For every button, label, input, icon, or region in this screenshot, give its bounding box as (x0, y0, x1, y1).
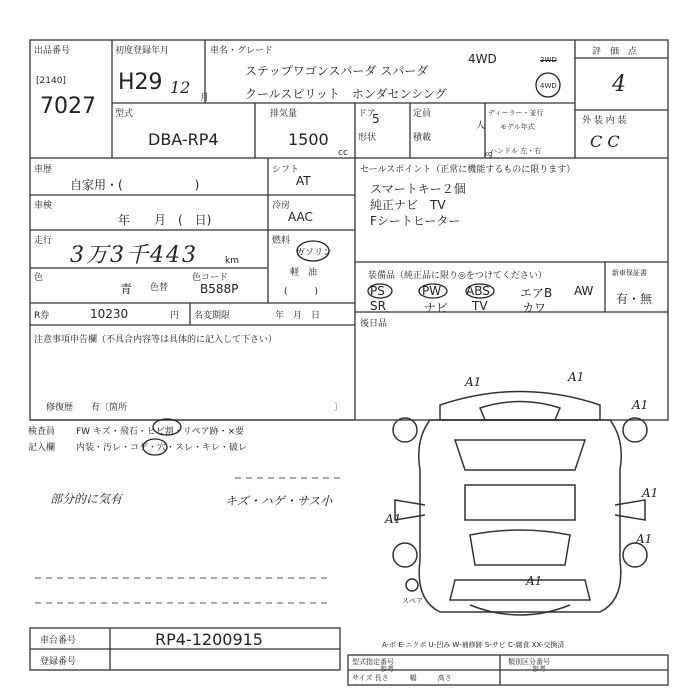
damage-mark: A1 (642, 486, 659, 500)
load-label: 積載 (413, 133, 432, 143)
recycle-label: R券 (34, 311, 50, 321)
equipment-label: 装備品（純正品に限り◎をつけてください） (368, 271, 547, 281)
registration-month-unit: 月 (200, 93, 210, 103)
doors-label: ドア (358, 109, 376, 119)
lot-number: 7027 (40, 94, 96, 119)
mileage-label: 走行 (34, 236, 53, 246)
ext-int-label: 外 装 内 装 (582, 116, 627, 126)
handwritten-note-1: 部分的に気有 (50, 492, 123, 506)
damage-legend: A-ポ E-ニクポ U-凹み W-補修跡 S-サビ C-腐食 XX-交換済 (382, 641, 565, 649)
warranty-label: 新車保証書 (612, 269, 647, 277)
doors-value: 5 (372, 112, 380, 126)
inspector-label: 検査員 (28, 427, 56, 437)
damage-mark: A1 (385, 512, 402, 526)
repair-close: 〕 (334, 403, 344, 413)
equipment-sr: SR (370, 299, 386, 313)
car-name-label: 車名・グレード (210, 46, 274, 56)
entry-label: 記入欄 (28, 443, 56, 453)
color-code-label: 色コード (192, 273, 229, 283)
cert-label: 型式指定番号 (352, 658, 394, 666)
model-label: 型式 (115, 109, 134, 119)
spare-label: スペア (402, 597, 423, 605)
color-value: 青 (120, 282, 133, 296)
class-sub: 参考 (532, 665, 546, 673)
score-label: 評 価 点 (592, 47, 638, 57)
shift-label: シフト (272, 165, 300, 175)
notes-label: 注意事項申告欄（不具合内容等は具体的に記入して下さい） (34, 335, 278, 345)
recycle-unit: 円 (170, 311, 180, 321)
class-label: 類別区分番号 (508, 658, 550, 666)
fuel-option-diesel: 軽 油 (290, 268, 318, 278)
sales-point-2: 純正ナビ TV (370, 198, 446, 212)
displacement-unit: cc (338, 148, 348, 158)
fuel-label: 燃料 (272, 236, 291, 246)
drive-value: 4WD (468, 52, 497, 66)
mileage-unit: km (225, 256, 239, 266)
size-label: サイズ 長さ 幅 高さ (352, 674, 452, 682)
damage-mark: A1 (465, 375, 482, 389)
capacity-label: 定員 (413, 109, 432, 119)
recycle-value: 10230 (90, 307, 129, 321)
sales-point-3: Fシートヒーター (370, 214, 461, 228)
history-value: 自家用・( ) (70, 178, 200, 192)
handle-label: ハンドル 左・右 (490, 147, 542, 155)
equipment-tv: TV (472, 299, 488, 313)
equipment-aw: AW (574, 284, 594, 298)
damage-mark: A1 (526, 574, 543, 588)
inspection-label: 車検 (34, 201, 53, 211)
load-unit: kg (484, 150, 493, 158)
car-name-line2: クールスピリット ホンダセンシング (245, 87, 447, 101)
rename-value: 年 月 日 (275, 311, 321, 321)
ac-value: AAC (288, 210, 313, 224)
equipment-airbag: エアB (520, 286, 553, 300)
inspection-value: 年 月 ( 日) (118, 213, 212, 227)
ext-int-value: C C (590, 132, 620, 151)
sales-points-label: セールスポイント（正常に機能するものに限ります） (360, 165, 576, 175)
equipment-kawa: カワ (522, 301, 547, 315)
registration-month: 12 (170, 78, 191, 97)
equipment-pw: PW (422, 284, 442, 298)
color-code: B588P (200, 282, 239, 296)
car-diagram (393, 392, 647, 616)
score-value: 4 (612, 72, 626, 97)
lot-code: [2140] (36, 76, 66, 86)
fuel-option-other: ( ) (284, 287, 319, 297)
ac-label: 冷房 (272, 201, 291, 211)
drive-option-2wd: 2WD (540, 56, 557, 64)
reg-number-label: 登録番号 (40, 657, 77, 667)
cert-sub: 参考 (380, 665, 394, 673)
inspector-line1: FW キズ・飛石・ヒビ割・リペア跡・×要 (76, 427, 245, 437)
displacement-label: 排気量 (270, 109, 298, 119)
color-label: 色 (34, 273, 44, 283)
repair-label: 修復歴 有〔箇所 (46, 403, 128, 413)
registration-label: 初度登録年月 (115, 46, 170, 56)
equipment-navi: ナビ (424, 301, 449, 315)
aftermarket-label: 後日品 (360, 319, 388, 329)
handwritten-note-2: キズ・ハゲ・サス小 (225, 494, 333, 508)
capacity-unit: 人 (476, 121, 486, 131)
history-label: 車歴 (34, 165, 53, 175)
mileage-value: 3万3千443 (70, 243, 198, 268)
shape-label: 形状 (358, 133, 377, 143)
lot-label: 出品番号 (34, 46, 71, 56)
equipment-ps: PS (370, 284, 385, 298)
registration-year: H29 (118, 70, 163, 95)
equipment-abs: ABS (466, 284, 490, 298)
sales-point-1: スマートキー２個 (370, 182, 466, 196)
warranty-value: 有・無 (616, 292, 653, 306)
chassis-value: RP4-1200915 (155, 630, 263, 649)
inspector-line2: 内装・汚レ・コゲ・穴・スレ・キレ・破レ (76, 443, 247, 453)
damage-mark: A1 (568, 370, 585, 384)
displacement-value: 1500 (288, 130, 329, 149)
damage-mark: A1 (632, 398, 649, 412)
model-value: DBA-RP4 (148, 130, 219, 149)
rename-label: 名変期限 (194, 311, 231, 321)
car-name-line1: ステップワゴンスパーダ スパーダ (245, 64, 429, 78)
color-change-label: 色替 (150, 283, 169, 293)
drive-option-4wd: 4WD (540, 82, 557, 90)
chassis-label: 車台番号 (40, 636, 77, 646)
shift-value: AT (296, 174, 311, 188)
fuel-value: ガソリン (296, 248, 333, 258)
model-year-label: モデル年式 (500, 123, 535, 131)
dealer-label: ディーラー・並行 (488, 109, 544, 117)
damage-mark: A1 (636, 532, 653, 546)
